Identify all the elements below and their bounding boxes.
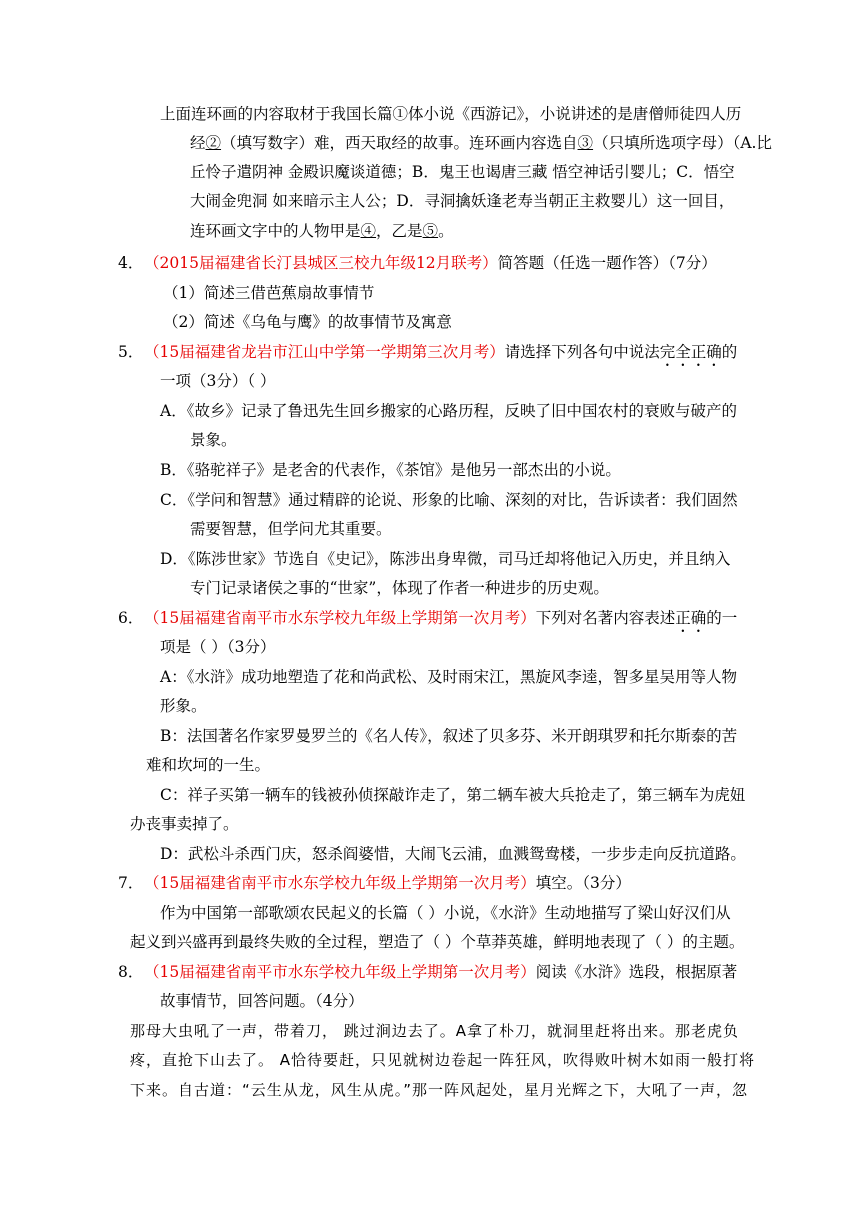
question-5-option-b: B．《骆驼祥子》是老舍的代表作，《茶馆》是他另一部杰出的小说。 <box>160 461 621 479</box>
emphasis-text: 完全正确 <box>659 343 722 361</box>
blank-4: ④ <box>360 222 377 240</box>
question-6-source: （15届福建省南平市水东学校九年级上学期第一次月考） <box>144 609 536 627</box>
blank-2: ② <box>205 134 222 152</box>
intro-line-4: 大闹金兜洞 如来暗示主人公；D．寻洞擒妖逢老寿当朝正主救婴儿）这一回目， <box>190 192 735 210</box>
question-6-option-c: C：祥子买第一辆车的钱被孙侦探敲诈走了，第二辆车被大兵抢走了，第三辆车为虎妞 <box>160 786 746 804</box>
question-7: 7．（15届福建省南平市水东学校九年级上学期第一次月考）填空。（3分） <box>118 874 631 892</box>
reading-passage-line-2: 疼，直抢下山去了。 A恰待要赶，只见就树边卷起一阵狂风，吹得败叶树木如雨一般打将 <box>130 1051 756 1069</box>
question-4-source: （2015届福建省长汀县城区三校九年级12月联考） <box>144 254 498 272</box>
question-7-paragraph-2: 起义到兴盛再到最终失败的全过程，塑造了（ ）个草莽英雄，鲜明地表现了（ ）的主题。 <box>130 933 745 951</box>
question-4-option-1: （1）简述三借芭蕉扇故事情节 <box>163 284 375 302</box>
question-6-line-2: 项是（ ）（3分） <box>160 638 276 656</box>
intro-line-3: 丘怜子遣阴神 金殿识魔谈道德；B．鬼王也谒唐三藏 悟空神话引婴儿；C．悟空 <box>190 163 735 181</box>
question-5-line-2: 一项（3分）（ ） <box>160 372 276 390</box>
intro-line-2: 经②（填写数字）难，西天取经的故事。连环画内容选自③（只填所选项字母）（A.比 <box>190 134 772 152</box>
emphasis-text: 正确 <box>675 609 707 627</box>
question-8: 8．（15届福建省南平市水东学校九年级上学期第一次月考）阅读《水浒》选段，根据原著 <box>118 963 738 981</box>
intro-line-1: 上面连环画的内容取材于我国长篇①体小说《西游记》，小说讲述的是唐僧师徒四人历 <box>160 105 742 123</box>
question-6-option-a: A：《水浒》成功地塑造了花和尚武松、及时雨宋江，黑旋风李逵，智多星吴用等人物 <box>160 668 737 686</box>
question-5-option-c-cont: 需要智慧，但学问尤其重要。 <box>190 520 392 538</box>
question-5-option-a: A．《故乡》记录了鲁迅先生回乡搬家的心路历程，反映了旧中国农村的衰败与破产的 <box>160 402 737 420</box>
question-7-paragraph-1: 作为中国第一部歌颂农民起义的长篇（ ）小说，《水浒》生动地描写了梁山好汉们从 <box>160 904 731 922</box>
question-6-option-b-cont: 难和坎坷的一生。 <box>146 756 271 774</box>
reading-passage-line-3: 下来。自古道：“云生从龙，风生从虎。”那一阵风起处，星月光辉之下，大吼了一声，忽 <box>130 1081 749 1099</box>
intro-line-5: 连环画文字中的人物甲是④，乙是⑤。 <box>190 222 454 240</box>
question-4: 4．（2015届福建省长汀县城区三校九年级12月联考）简答题（任选一题作答）（7分） <box>118 254 717 272</box>
question-5-option-c: C．《学问和智慧》通过精辟的论说、形象的比喻、深刻的对比，告诉读者：我们固然 <box>160 491 738 509</box>
reading-passage-line-1: 那母大虫吼了一声，带着刀， 跳过涧边去了。A拿了朴刀，就洞里赶将出来。那老虎负 <box>130 1022 740 1040</box>
question-5: 5．（15届福建省龙岩市江山中学第一学期第三次月考）请选择下列各句中说法完全正确的 <box>118 343 738 361</box>
question-6: 6．（15届福建省南平市水东学校九年级上学期第一次月考）下列对名著内容表述正确的一 <box>118 609 738 627</box>
question-7-source: （15届福建省南平市水东学校九年级上学期第一次月考） <box>144 874 536 892</box>
question-8-source: （15届福建省南平市水东学校九年级上学期第一次月考） <box>144 963 536 981</box>
question-5-option-d: D．《陈涉世家》节选自《史记》，陈涉出身卑微，司马迁却将他记入历史，并且纳入 <box>160 550 731 568</box>
question-6-option-b: B：法国著名作家罗曼罗兰的《名人传》，叙述了贝多芬、米开朗琪罗和托尔斯泰的苦 <box>160 727 738 745</box>
question-6-option-a-cont: 形象。 <box>160 697 207 715</box>
question-6-option-c-cont: 办丧事卖掉了。 <box>130 815 239 833</box>
question-5-source: （15届福建省龙岩市江山中学第一学期第三次月考） <box>144 343 505 361</box>
blank-5: ⑤ <box>422 222 439 240</box>
question-6-option-d: D：武松斗杀西门庆，怒杀阎婆惜，大闹飞云浦，血溅鸳鸯楼，一步步走向反抗道路。 <box>160 845 746 863</box>
blank-3: ③ <box>577 134 594 152</box>
question-5-option-a-cont: 景象。 <box>190 431 237 449</box>
question-8-line-2: 故事情节，回答问题。（4分） <box>160 992 364 1010</box>
question-4-option-2: （2）简述《乌龟与鹰》的故事情节及寓意 <box>163 313 452 331</box>
question-5-option-d-cont: 专门记录诸侯之事的“世家”，体现了作者一种进步的历史观。 <box>190 579 609 597</box>
